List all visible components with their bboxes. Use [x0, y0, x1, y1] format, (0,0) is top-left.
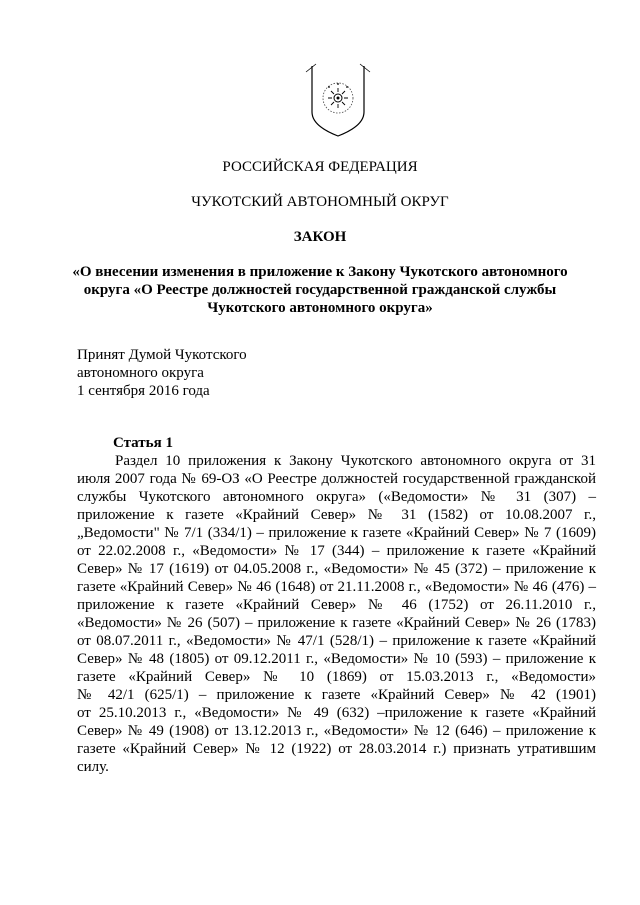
- law-title-line: Чукотского автономного округа»: [207, 300, 433, 316]
- article-line: газете «Крайний Север» № 46 (1648) от 21.11.2008 г., «Ведомости» № 46 (476) –: [77, 579, 596, 595]
- article-line: службы Чукотского автономного округа» («Ведомости» № 31 (307) –: [77, 489, 596, 505]
- coat-of-arms-icon: [302, 62, 374, 140]
- law-title: [60, 263, 580, 317]
- region-name: ЧУКОТСКИЙ АВТОНОМНЫЙ ОКРУГ: [191, 194, 449, 210]
- article-line: от 25.10.2013 г., «Ведомости» № 49 (632) –приложение к газете «Крайний: [77, 705, 596, 721]
- article-line: приложение к газете «Крайний Север» № 31 (1582) от 10.08.2007 г.,: [77, 507, 596, 523]
- document-type: ЗАКОН: [293, 229, 347, 245]
- article-line: Север» № 49 (1908) от 13.12.2013 г., «Ведомости» № 12 (646) – приложение к: [77, 723, 596, 739]
- article-line: Раздел 10 приложения к Закону Чукотского автономного округа от 31: [115, 453, 596, 469]
- article-line: газете «Крайний Север» № 10 (1869) от 15.03.2013 г., «Ведомости»: [77, 669, 596, 685]
- law-title-line: округа «О Реестре должностей государственной гражданской службы: [83, 282, 557, 298]
- article-line: от 22.02.2008 г., «Ведомости» № 17 (344) – приложение к газете «Крайний: [77, 543, 596, 559]
- article-line: силу.: [77, 759, 109, 775]
- law-title-line: «О внесении изменения в приложение к Закону Чукотского автономного: [72, 264, 568, 280]
- adoption-line: автономного округа: [77, 365, 204, 381]
- article-line: июля 2007 года № 69-ОЗ «О Реестре должностей государственной гражданской: [77, 471, 596, 487]
- article-line: „Ведомости" № 7/1 (334/1) – приложение к газете «Крайний Север» № 7 (1609): [77, 525, 596, 541]
- article-heading: Статья 1: [113, 435, 173, 451]
- article-line: «Ведомости» № 26 (507) – приложение к газете «Крайний Север» № 26 (1783): [77, 615, 596, 631]
- article-line: от 08.07.2011 г., «Ведомости» № 47/1 (528/1) – приложение к газете «Крайний: [77, 633, 596, 649]
- adoption-note: [77, 346, 247, 400]
- article-line: № 42/1 (625/1) – приложение к газете «Крайний Север» № 42 (1901): [77, 687, 596, 703]
- article-body: [77, 452, 596, 776]
- article-line: Север» № 17 (1619) от 04.05.2008 г., «Ведомости» № 45 (372) – приложение к: [77, 561, 596, 577]
- adoption-line: Принят Думой Чукотского: [77, 347, 247, 363]
- article-line: приложение к газете «Крайний Север» № 46 (1752) от 26.11.2010 г.,: [77, 597, 596, 613]
- article-line: газете «Крайний Север» № 12 (1922) от 28.03.2014 г.) признать утратившим: [77, 741, 596, 757]
- article-line: Север» № 48 (1805) от 09.12.2011 г., «Ведомости» № 10 (593) – приложение к: [77, 651, 596, 667]
- country-name: РОССИЙСКАЯ ФЕДЕРАЦИЯ: [222, 159, 418, 175]
- adoption-date: 1 сентября 2016 года: [77, 383, 210, 399]
